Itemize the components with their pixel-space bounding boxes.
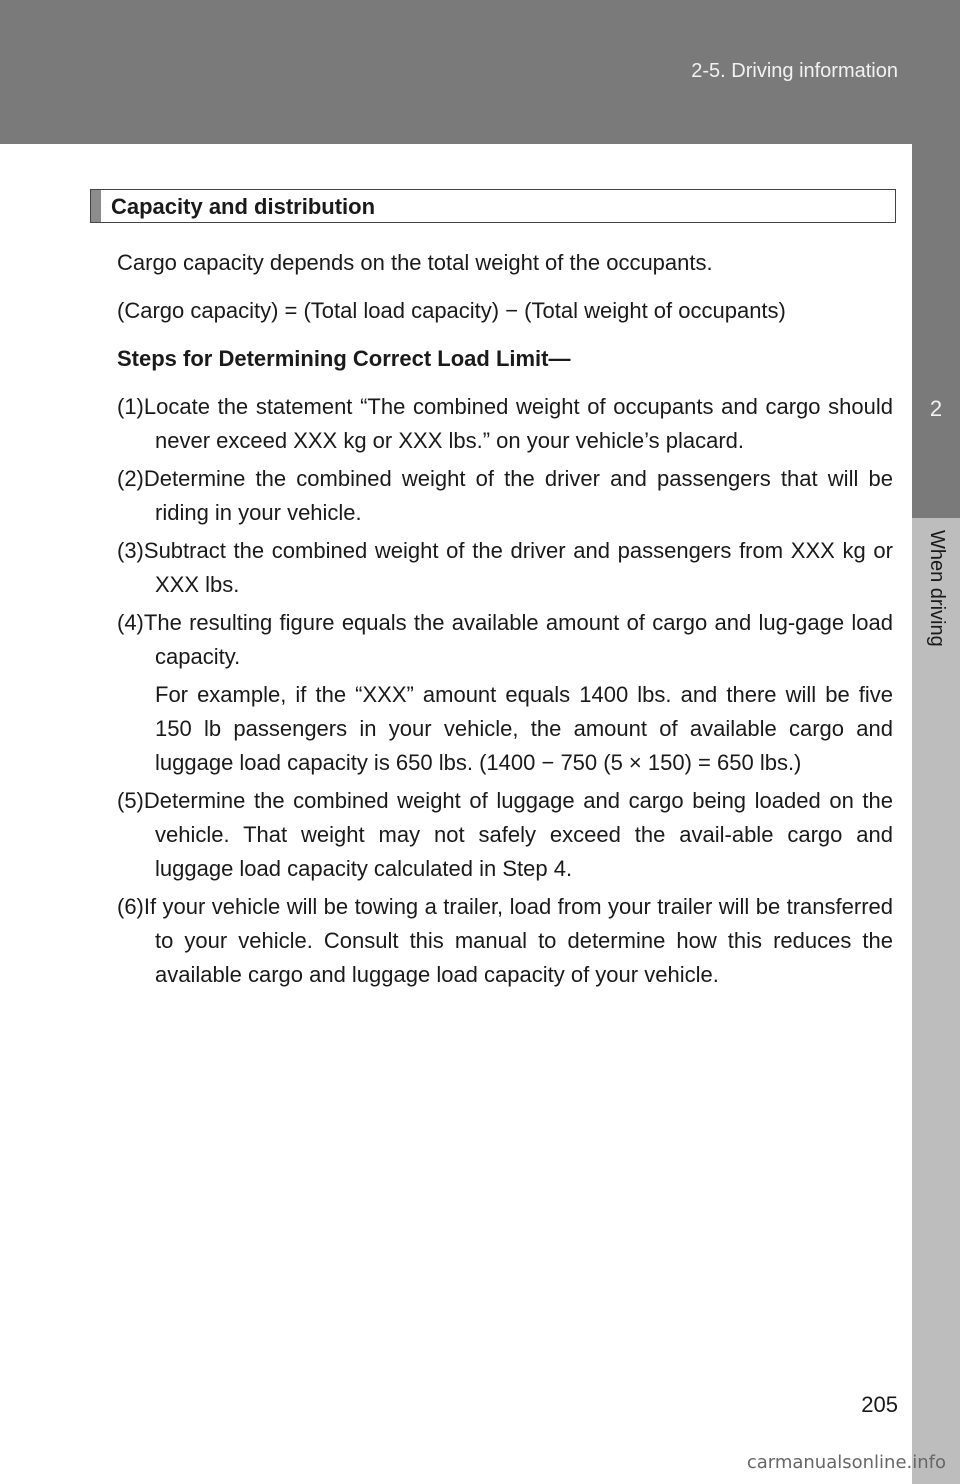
intro-paragraph: Cargo capacity depends on the total weight of the occupants. <box>117 250 713 275</box>
section-heading-bar <box>91 190 101 222</box>
step-item <box>117 534 893 602</box>
step-item <box>117 462 893 530</box>
chapter-tab <box>912 144 960 518</box>
step-number: (3) <box>117 538 144 563</box>
example-paragraph: For example, if the “XXX” amount equals 1400 lbs. and there will be five 150 lb passengers in your vehicle, the amount of available cargo and luggage load capacity is 650 lbs. (1400 − 750 (5 × 150) = 650 lbs.) <box>155 682 893 775</box>
body-content <box>117 246 893 996</box>
step-item <box>117 606 893 674</box>
step-item <box>117 890 893 992</box>
steps-list <box>117 390 893 992</box>
step-item <box>117 390 893 458</box>
page-header <box>0 0 960 144</box>
section-breadcrumb: 2-5. Driving information <box>691 60 898 82</box>
section-heading-box <box>90 189 896 223</box>
step-number: (5) <box>117 788 144 813</box>
step-text: If your vehicle will be towing a trailer, load from your trailer will be transferred to your vehicle. Consult this manual to determine how this reduces the available cargo and luggage load capacity of your vehicle. <box>143 894 893 987</box>
step-text: Subtract the combined weight of the driver and passengers from XXX kg or XXX lbs. <box>143 538 893 597</box>
watermark: carmanualsonline.info <box>746 1452 946 1473</box>
steps-heading: Steps for Determining Correct Load Limit— <box>117 346 571 371</box>
chapter-tab-strip <box>912 518 960 1484</box>
step-text: Determine the combined weight of the driver and passengers that will be riding in your vehicle. <box>143 466 893 525</box>
step-text: Locate the statement “The combined weight of occupants and cargo should never exceed XXX kg or XXX lbs.” on your vehicle’s placard. <box>143 394 893 453</box>
chapter-label-container <box>912 530 960 660</box>
chapter-label: When driving <box>926 530 948 647</box>
step-item <box>117 784 893 886</box>
formula-paragraph: (Cargo capacity) = (Total load capacity) − (Total weight of occupants) <box>117 298 786 323</box>
page-number: 205 <box>861 1392 898 1417</box>
step-number: (1) <box>117 394 144 419</box>
chapter-number: 2 <box>929 396 943 421</box>
step-text: The resulting figure equals the available amount of cargo and lug-gage load capacity. <box>143 610 893 669</box>
step-text: Determine the combined weight of luggage and cargo being loaded on the vehicle. That weight may not safely exceed the avail-able cargo and luggage load capacity calculated in Step 4. <box>143 788 893 881</box>
step-number: (6) <box>117 894 144 919</box>
step-number: (2) <box>117 466 144 491</box>
section-title: Capacity and distribution <box>111 194 376 219</box>
step-number: (4) <box>117 610 144 635</box>
